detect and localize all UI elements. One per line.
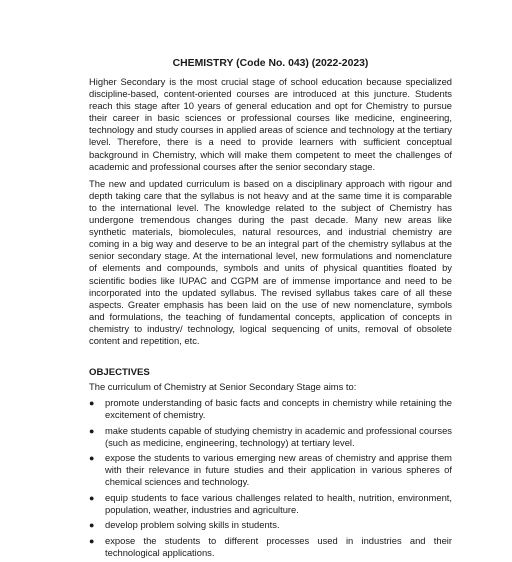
objective-item [89, 452, 452, 488]
objective-text: develop problem solving skills in students. [105, 519, 280, 531]
objective-item [89, 535, 452, 559]
bullet-icon: ● [89, 535, 95, 546]
objective-text: expose the students to various emerging new areas of chemistry and apprise them with their relevance in future studies and their application in various spheres of chemical sciences and technology. [105, 452, 452, 488]
objectives-heading: OBJECTIVES [89, 367, 150, 379]
bullet-icon: ● [89, 520, 95, 531]
bullet-icon: ● [89, 492, 95, 503]
bullet-icon: ● [89, 425, 95, 436]
objectives-intro: The curriculum of Chemistry at Senior Secondary Stage aims to: [89, 381, 357, 393]
objective-item [89, 519, 452, 531]
document-title: CHEMISTRY (Code No. 043) (2022-2023) [172, 58, 369, 69]
curriculum-paragraph: The new and updated curriculum is based on a disciplinary approach with rigour and depth taking care that the syllabus is not heavy and at the same time it is comparable to the international level. The knowledge related to the subject of Chemistry has undergone tremendous changes during the past decade. Many new areas like synthetic materials, biomolecules, natural resources, and industrial chemistry are coming in a big way and deserve to be an integral part of the chemistry syllabus at the senior secondary stage. At the international level, new formulations and nomenclature of elements and compounds, symbols and units of physical quantities floated by scientific bodies like IUPAC and CGPM are of immense importance and need to be incorporated into the updated syllabus. The revised syllabus takes care of all these aspects. Greater emphasis has been laid on the use of new nomenclature, symbols and formulations, the teaching of fundamental concepts, application of concepts in chemistry to industry/ technology, logical sequencing of units, removal of obsolete content and repetition, etc. [89, 177, 452, 346]
objective-text: make students capable of studying chemistry in academic and professional courses (such as medicine, engineering, technology) at tertiary level. [105, 424, 452, 448]
objectives-list [89, 397, 452, 559]
objective-text: promote understanding of basic facts and concepts in chemistry while retaining the excitement of chemistry. [105, 397, 452, 421]
objective-item [89, 397, 452, 421]
objective-item [89, 425, 452, 449]
document-page [89, 57, 452, 562]
intro-paragraph: Higher Secondary is the most crucial stage of school education because specialized discipline-based, content-oriented courses are introduced at this juncture. Students reach this stage after 10 years of general education and opt for Chemistry to pursue their career in basic sciences or professional courses like medicine, engineering, technology and study courses in applied areas of science and technology at the tertiary level. Therefore, there is a need to provide learners with sufficient conceptual background in Chemistry, which will make them competent to meet the challenges of academic and professional courses after the senior secondary stage. [89, 76, 452, 172]
bullet-icon: ● [89, 453, 95, 464]
bullet-icon: ● [89, 398, 95, 409]
objective-text: equip students to face various challenges related to health, nutrition, environment, population, weather, industries and agriculture. [105, 491, 452, 515]
objective-text: expose the students to different processes used in industries and their technological applications. [105, 534, 452, 558]
